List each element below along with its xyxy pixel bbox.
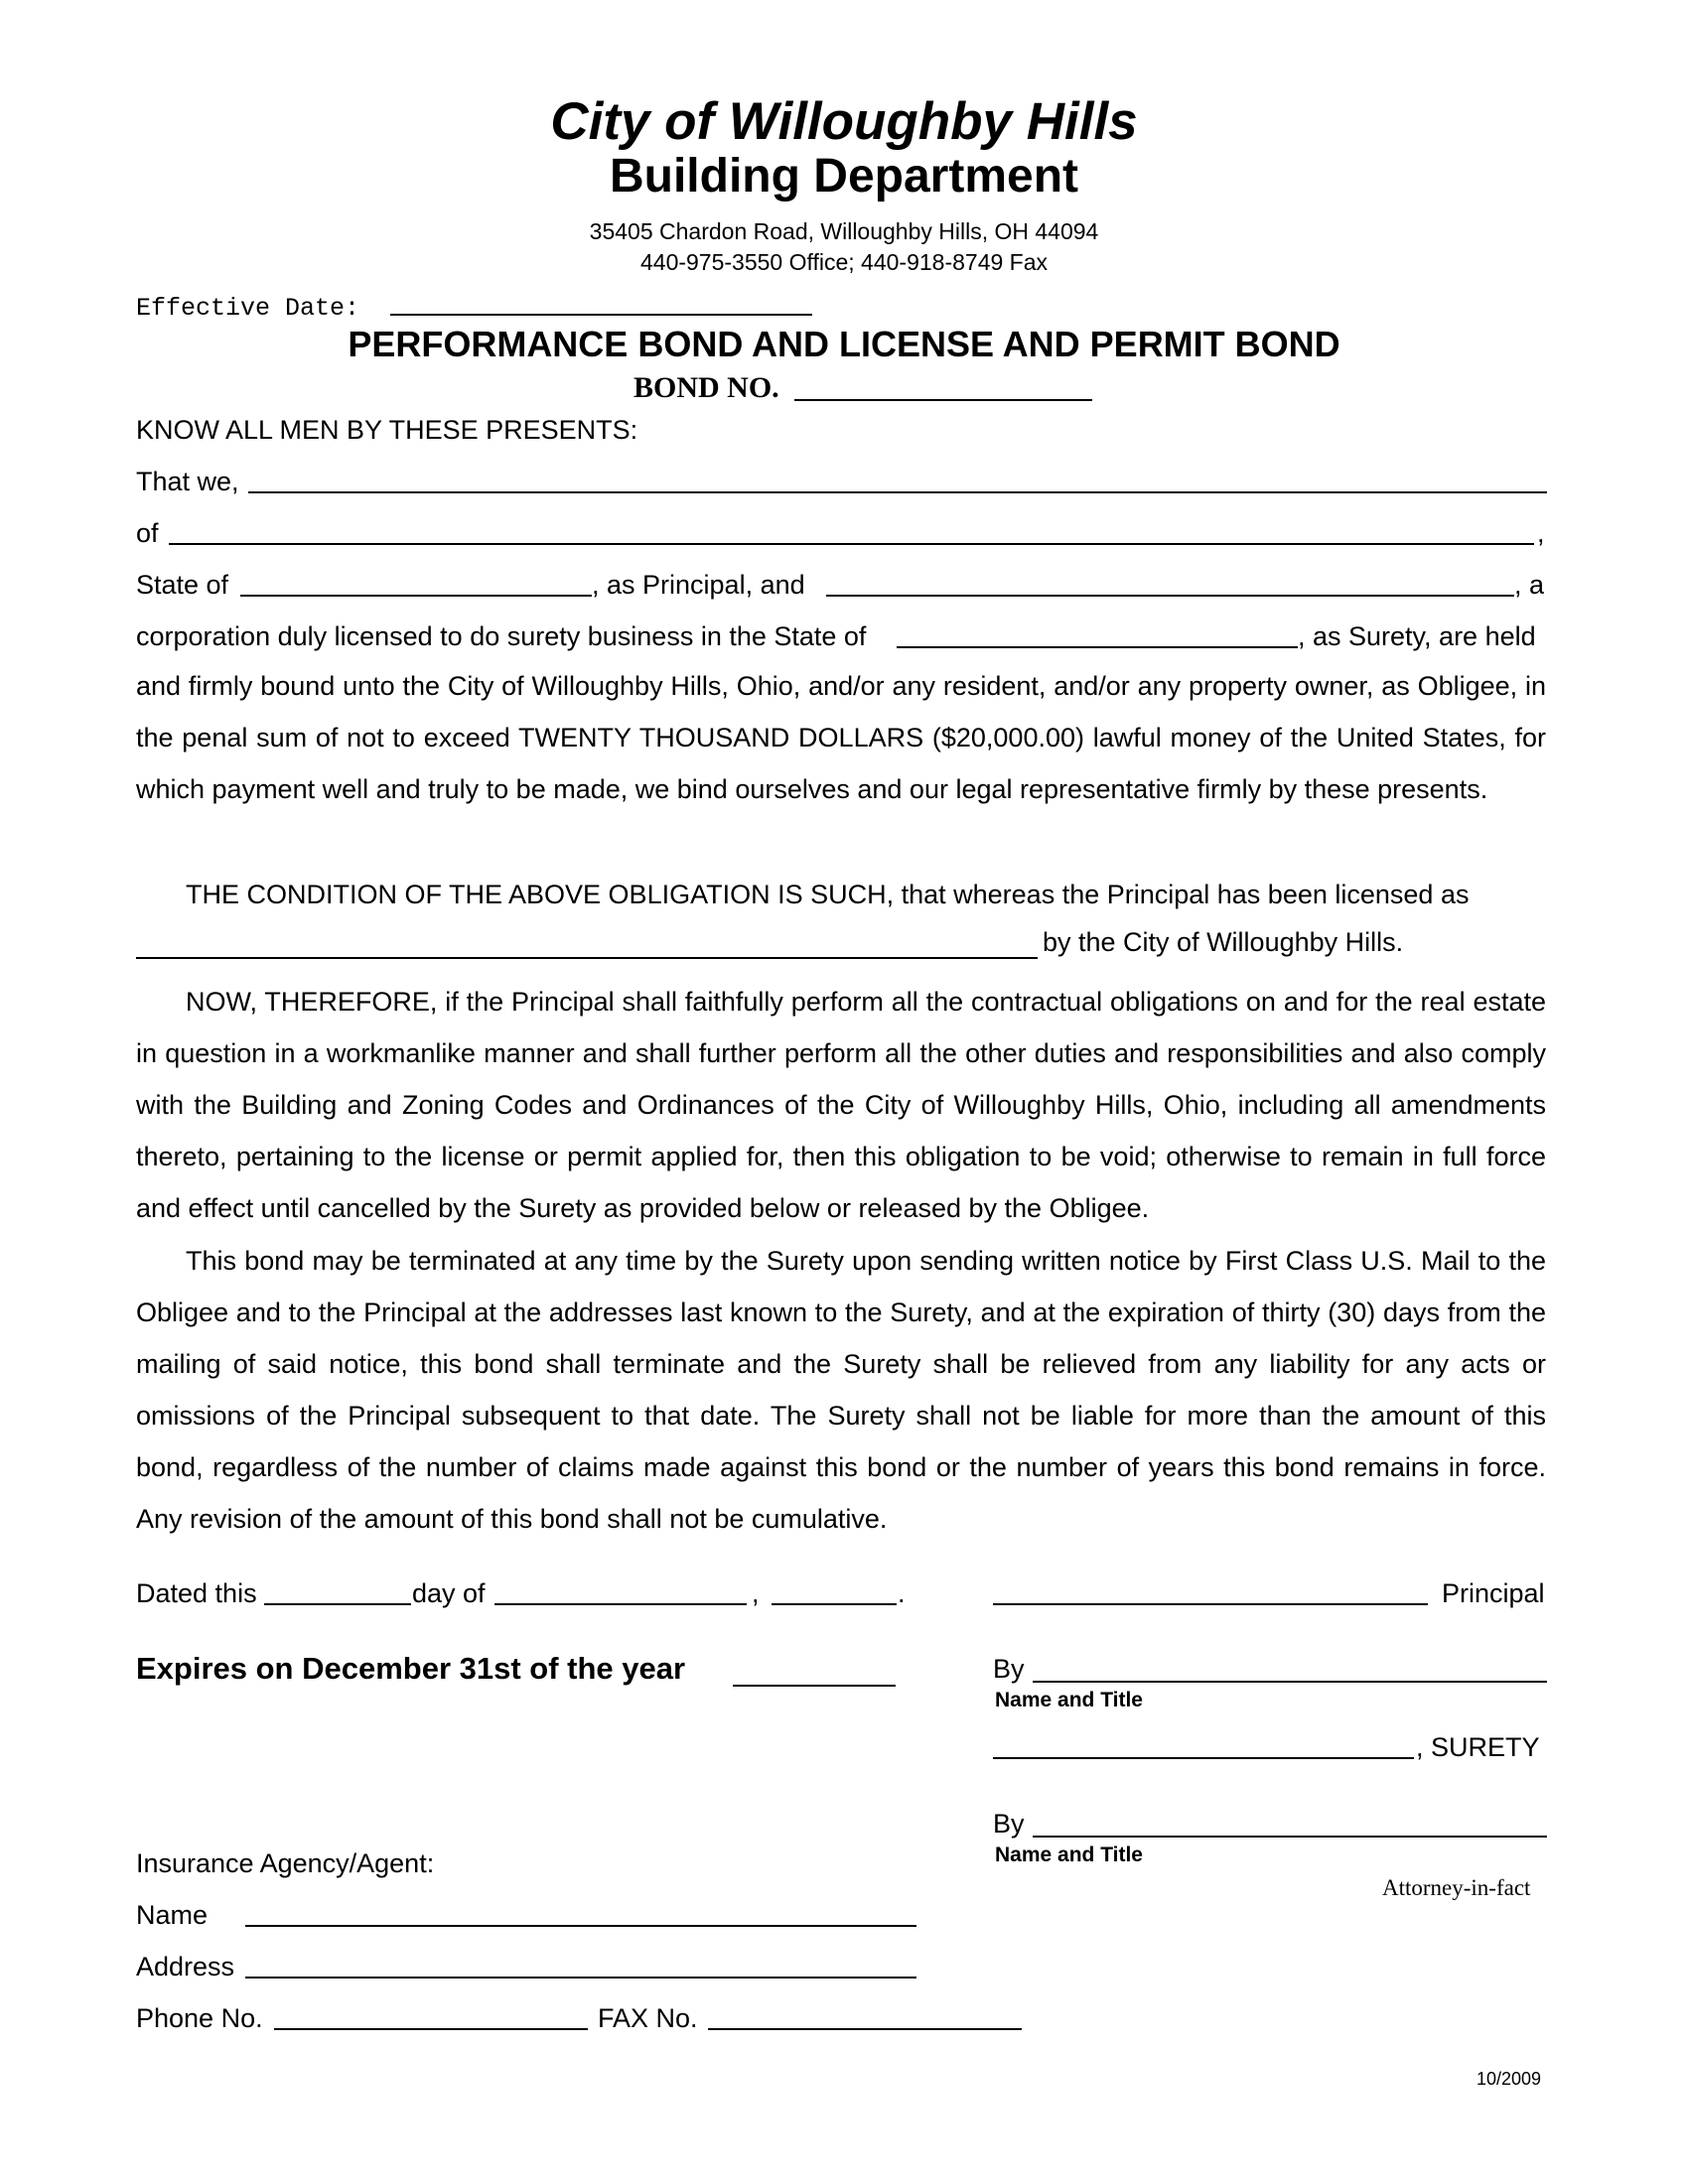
agency-phone-label: Phone No.	[136, 2003, 263, 2033]
agency-phone-field[interactable]	[274, 2028, 588, 2030]
expires-year-field[interactable]	[733, 1685, 896, 1687]
dated-month-field[interactable]	[494, 1603, 747, 1605]
a-label: , a	[1514, 570, 1545, 600]
surety-state-field[interactable]	[897, 646, 1298, 648]
day-of-label: day of	[412, 1578, 486, 1608]
of-comma: ,	[1537, 518, 1545, 548]
effective-date-field[interactable]	[390, 314, 812, 316]
principal-name-title-caption: Name and Title	[995, 1689, 1143, 1711]
now-therefore-paragraph: NOW, THEREFORE, if the Principal shall faithfully perform all the contractual obligations on and for the real estate in question in a workmanlike manner and shall further perform all the other duties and responsibilities and also comply with the Building and Zoning Codes and Ordinances of the City of Willoughby Hills, Ohio, including all amendments thereto, pertaining to the license or permit applied for, then this obligation to be void; otherwise to remain in full force and effect until cancelled by the Surety as provided below or released by the Obligee.	[136, 987, 1546, 1223]
state-of-label: State of	[136, 570, 229, 600]
principal-name-field[interactable]	[248, 491, 1547, 493]
condition-text	[186, 880, 1469, 910]
condition-tail: by the City of Willoughby Hills.	[1043, 927, 1404, 957]
agency-address-label: Address	[136, 1952, 235, 1981]
of-label: of	[136, 518, 159, 548]
termination-paragraph: This bond may be terminated at any time by the Surety upon sending written notice by First Class U.S. Mail to the Obligee and to the Principal at the addresses last known to the Surety, and at the expiration of thirty (30) days from the mailing of said notice, this bond shall terminate and the Surety shall be relieved from any liability for any acts or omissions of the Principal subsequent to that date. The Surety shall not be liable for more than the amount of this bond, regardless of the number of claims made against this bond or the number of years this bond remains in force. Any revision of the amount of this bond shall not be cumulative.	[136, 1246, 1546, 1534]
as-surety-label: , as Surety, are held	[1298, 621, 1536, 651]
surety-label: , SURETY	[1416, 1732, 1540, 1762]
that-we-label: That we,	[136, 467, 239, 496]
agency-address-field[interactable]	[245, 1977, 916, 1979]
surety-name-title-caption: Name and Title	[995, 1843, 1143, 1866]
surety-name-field[interactable]	[826, 595, 1514, 597]
agency-name-label: Name	[136, 1900, 209, 1930]
dated-day-field[interactable]	[264, 1603, 411, 1605]
by-principal-label: By	[993, 1654, 1025, 1684]
bond-no-label: BOND NO.	[633, 371, 779, 404]
department-address: 35405 Chardon Road, Willoughby Hills, OH 44094	[589, 218, 1099, 244]
attorney-in-fact-label: Attorney-in-fact	[1382, 1875, 1531, 1900]
agency-fax-field[interactable]	[708, 2028, 1022, 2030]
by-surety-label: By	[993, 1809, 1025, 1839]
agency-name-field[interactable]	[245, 1925, 916, 1927]
as-principal-and-label: , as Principal, and	[592, 570, 805, 600]
surety-signature-field[interactable]	[993, 1757, 1414, 1759]
dated-period: .	[898, 1578, 906, 1608]
dated-year-field[interactable]	[772, 1603, 897, 1605]
department-phone: 440-975-3550 Office; 440-918-8749 Fax	[639, 249, 1049, 275]
bond-no-field[interactable]	[794, 399, 1092, 401]
by-surety-field[interactable]	[1033, 1836, 1547, 1838]
agency-fax-label: FAX No.	[598, 2003, 698, 2033]
obligation-paragraph: and firmly bound unto the City of Willoughby Hills, Ohio, and/or any resident, and/or any property owner, as Obligee, in the penal sum of not to exceed TWENTY THOUSAND DOLLARS ($20,000.00) lawful money of the United States, for which payment well and truly to be made, we bind ourselves and our legal representative firmly by these presents.	[136, 671, 1546, 804]
principal-label: Principal	[1442, 1578, 1545, 1608]
principal-state-field[interactable]	[240, 595, 592, 597]
form-revision-code: 10/2009	[1477, 2069, 1542, 2089]
intro-heading: KNOW ALL MEN BY THESE PRESENTS:	[136, 415, 638, 445]
agency-heading: Insurance Agency/Agent:	[136, 1848, 435, 1878]
expires-label: Expires on December 31st of the year	[136, 1651, 686, 1686]
city-title: City of Willoughby Hills	[550, 92, 1138, 151]
dated-this-label: Dated this	[136, 1578, 257, 1608]
principal-signature-field[interactable]	[993, 1603, 1428, 1605]
effective-date-label: Effective Date:	[136, 294, 360, 323]
form-title: PERFORMANCE BOND AND LICENSE AND PERMIT BOND	[348, 324, 1340, 364]
license-type-field[interactable]	[136, 957, 1038, 959]
dated-comma: ,	[752, 1578, 760, 1608]
department-subtitle: Building Department	[609, 150, 1078, 203]
by-principal-field[interactable]	[1033, 1681, 1547, 1683]
principal-address-field[interactable]	[169, 543, 1534, 545]
condition-sentence: THE CONDITION OF THE ABOVE OBLIGATION IS SUCH, that whereas the Principal has been licensed as	[186, 880, 1470, 909]
corporation-label: corporation duly licensed to do surety business in the State of	[136, 621, 867, 651]
